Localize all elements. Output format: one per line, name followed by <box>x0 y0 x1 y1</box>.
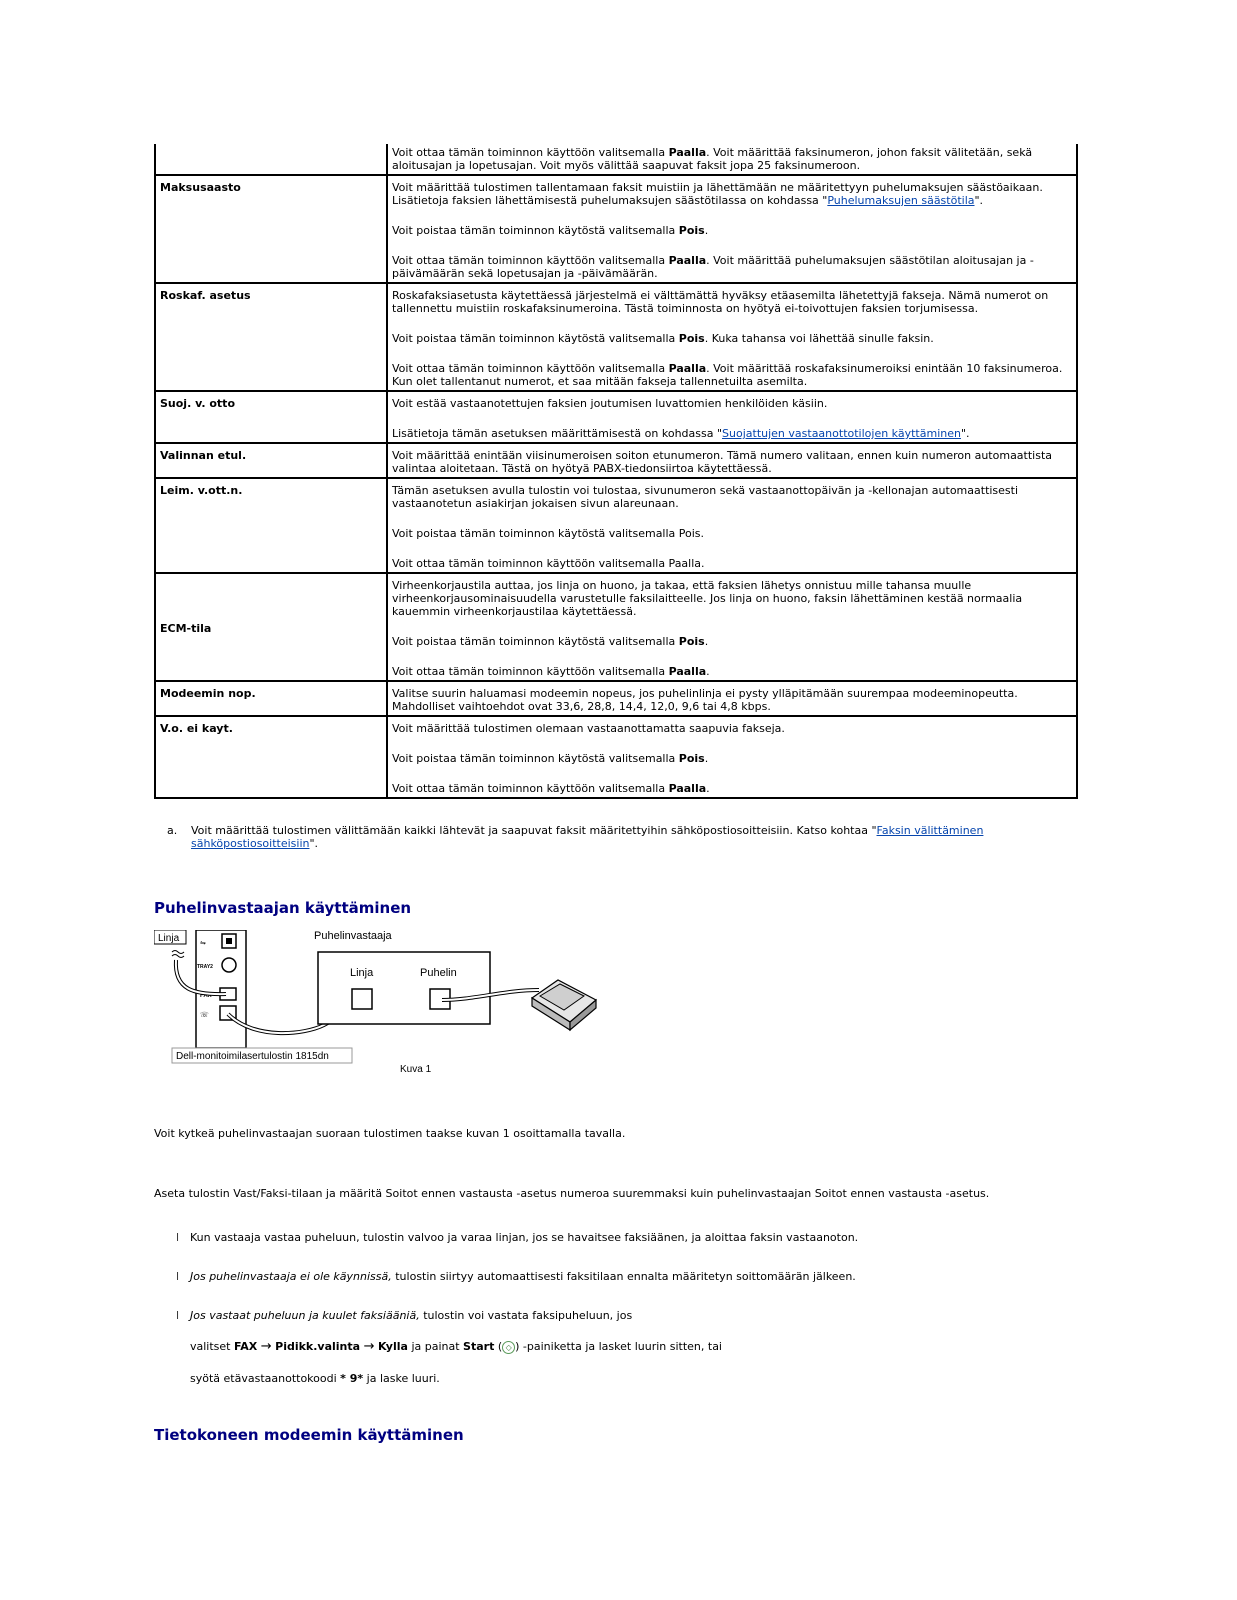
answering-machine-label: Puhelinvastaaja <box>314 930 392 943</box>
table-row <box>155 573 1077 681</box>
phone-port-label: Puhelin <box>420 967 457 979</box>
section-heading-answering-machine: Puhelinvastaajan käyttäminen <box>154 899 412 917</box>
table-row <box>155 716 1077 798</box>
paragraph: Aseta tulostin Vast/Faksi-tilaan ja määritä Soitot ennen vastausta -asetus numeroa suuremmaksi kuin puhelinvastaajan Soitot ennen vastausta -asetus. <box>154 1187 990 1200</box>
table-label-cell: Suoj. v. otto <box>155 391 387 443</box>
settings-table <box>154 144 1078 799</box>
wall-line-icon <box>172 951 184 958</box>
description-paragraph: Voit ottaa tämän toiminnon käyttöön valitsemalla Paalla. <box>392 782 710 795</box>
paragraph: Voit kytkeä puhelinvastaajan suoraan tulostimen taakse kuvan 1 osoittamalla tavalla. <box>154 1127 626 1140</box>
table-row <box>155 391 1077 443</box>
table-row <box>155 443 1077 478</box>
footnote-marker: a. <box>167 824 178 837</box>
link-suojattujen-vastaanottotilojen[interactable]: Suojattujen vastaanottotilojen käyttäminen <box>722 427 961 440</box>
description-paragraph: Voit poistaa tämän toiminnon käytöstä valitsemalla Pois. <box>392 527 705 540</box>
answering-machine-connection-diagram <box>154 930 614 1096</box>
table-label-cell: V.o. ei kayt. <box>155 716 387 798</box>
list-item: l Jos vastaat puheluun ja kuulet faksiääniä, tulostin voi vastata faksipuheluun, jos <box>176 1309 633 1322</box>
table-description-cell <box>387 716 1077 798</box>
fax-port-label: FAX <box>200 993 212 999</box>
description-paragraph: Voit ottaa tämän toiminnon käyttöön valitsemalla Paalla. <box>392 557 705 570</box>
tray2-port <box>222 958 236 972</box>
description-paragraph: Tämän asetuksen avulla tulostin voi tulostaa, sivunumeron sekä vastaanottopäivän ja -kellonajan automaattisesti vastaanotetun asiakirjan jokaisen sivun alareunaan. <box>392 484 1019 510</box>
line-port-label: Linja <box>350 967 374 979</box>
table-description-cell <box>387 681 1077 716</box>
start-icon: ◇ <box>502 1341 515 1354</box>
arrow-icon: → <box>363 1339 375 1354</box>
description-paragraph: Voit määrittää tulostimen tallentamaan faksit muistiin ja lähettämään ne määritettyyn puhelumaksujen säästöaikaan. Lisätietoja faksien lähettämisestä puhelumaksujen säästötilassa on kohdassa "Puhelumaksujen säästötila". <box>392 181 1043 207</box>
description-paragraph: Voit ottaa tämän toiminnon käyttöön valitsemalla Paalla. <box>392 665 710 678</box>
table-description-cell <box>387 175 1077 283</box>
usb-port-inner <box>226 938 232 944</box>
table-label-cell: Maksusaasto <box>155 175 387 283</box>
table-description-cell <box>387 573 1077 681</box>
printer-name: Dell-monitoimilasertulostin 1815dn <box>176 1051 329 1062</box>
section-heading-computer-modem: Tietokoneen modeemin käyttäminen <box>154 1426 464 1444</box>
table-description-cell <box>387 391 1077 443</box>
table-row <box>155 144 1077 175</box>
table-row <box>155 283 1077 391</box>
list-item: l Kun vastaaja vastaa puheluun, tulostin valvoo ja varaa linjan, jos se havaitsee faksiäänen, ja aloittaa faksin vastaanoton. <box>176 1231 859 1244</box>
bullet-mark: l <box>176 1309 180 1322</box>
table-row <box>155 175 1077 283</box>
telephone-icon <box>532 980 596 1030</box>
bullet-mark: l <box>176 1270 180 1283</box>
bullet-mark: l <box>176 1231 180 1244</box>
usb-icon: ⇋ <box>200 940 206 947</box>
list-item: l Jos puhelinvastaaja ei ole käynnissä, tulostin siirtyy automaattisesti faksitilaan ennalta määritetyn soittomäärän jälkeen. <box>176 1270 856 1283</box>
ext-phone-icon: ☏ <box>200 1012 209 1019</box>
description-paragraph: Voit poistaa tämän toiminnon käytöstä valitsemalla Pois. <box>392 224 709 237</box>
description-paragraph: Voit poistaa tämän toiminnon käytöstä valitsemalla Pois. Kuka tahansa voi lähettää sinulle faksin. <box>392 332 934 345</box>
description-paragraph: Voit määrittää enintään viisinumeroisen soiton etunumeron. Tämä numero valitaan, ennen kuin numeron automaattista valintaa aloitetaan. Tästä on hyötyä PABX-tiedonsiirtoa käytettäessä. <box>392 449 1053 475</box>
description-paragraph: Voit estää vastaanotettujen faksien joutumisen luvattomien henkilöiden käsiin. <box>392 397 828 410</box>
table-description-cell <box>387 443 1077 478</box>
table-row <box>155 681 1077 716</box>
description-paragraph: Voit ottaa tämän toiminnon käyttöön valitsemalla Paalla. Voit määrittää roskafaksinumeroiksi enintään 10 faksinumeroa. Kun olet tallentanut numerot, et saa mitään fakseja tallennetuilta asemilta. <box>392 362 1063 388</box>
remote-code-line: syötä etävastaanottokoodi * 9* ja laske luuri. <box>190 1372 440 1385</box>
table-label-cell <box>155 144 387 175</box>
description-paragraph: Voit ottaa tämän toiminnon käyttöön valitsemalla Paalla. Voit määrittää puhelumaksujen säästötilan aloitusajan ja -päivämäärän sekä lopetusajan ja -päivämäärän. <box>392 254 1034 280</box>
description-paragraph: Voit ottaa tämän toiminnon käyttöön valitsemalla Paalla. Voit määrittää faksinumeron, johon faksit välitetään, sekä aloitusajan ja lopetusajan. Voit myös välittää saapuvat faksit jopa 25 faksinumeroon. <box>392 146 1033 172</box>
table-description-cell <box>387 283 1077 391</box>
arrow-icon: → <box>260 1339 272 1354</box>
description-paragraph: Voit määrittää tulostimen olemaan vastaanottamatta saapuvia fakseja. <box>392 722 785 735</box>
description-paragraph: Virheenkorjaustila auttaa, jos linja on huono, ja takaa, että faksien lähetys onnistuu mille tahansa muulle virheenkorjausominaisuudella varustetulle faksilaitteelle. Jos linja on huono, faksin lähettäminen kestää normaalia kauemmin virheenkorjaustilaa käytettäessä. <box>392 579 1023 618</box>
table-label-cell: Roskaf. asetus <box>155 283 387 391</box>
description-paragraph: Voit poistaa tämän toiminnon käytöstä valitsemalla Pois. <box>392 635 709 648</box>
menu-path-line: valitset FAX → Pidikk.valinta → Kylla ja painat Start ( ◇ ) -painiketta ja lasket luurin sitten, tai <box>190 1339 722 1354</box>
figure-caption: Kuva 1 <box>400 1064 432 1075</box>
table-description-cell <box>387 478 1077 573</box>
table-label-cell: Leim. v.ott.n. <box>155 478 387 573</box>
table-description-cell <box>387 144 1077 175</box>
link-faksin-valittaminen[interactable]: Faksin välittäminen sähköpostiosoitteisiin <box>191 824 984 850</box>
linja-label: Linja <box>158 933 180 944</box>
table-row <box>155 478 1077 573</box>
table-label-cell: Valinnan etul. <box>155 443 387 478</box>
table-label-cell: ECM-tila <box>155 573 387 681</box>
description-paragraph: Roskafaksiasetusta käytettäessä järjestelmä ei välttämättä hyväksy etäasemilta lähetettyjä fakseja. Nämä numerot on tallennettu muistiin roskafaksinumeroina. Tästä toiminnosta on hyötyä ei-toivottujen faksien torjumisessa. <box>392 289 1049 315</box>
description-paragraph: Voit poistaa tämän toiminnon käytöstä valitsemalla Pois. <box>392 752 709 765</box>
table-label-cell: Modeemin nop. <box>155 681 387 716</box>
answering-machine-line-port <box>352 989 372 1009</box>
footnote <box>167 824 1047 850</box>
description-paragraph: Valitse suurin haluamasi modeemin nopeus, jos puhelinlinja ei pysty ylläpitämään suurempaa modeeminopeutta. Mahdolliset vaihtoehdot ovat 33,6, 28,8, 14,4, 12,0, 9,6 tai 4,8 kbps. <box>392 687 1018 713</box>
footnote-text: Voit määrittää tulostimen välittämään kaikki lähtevät ja saapuvat faksit määritettyihin sähköpostiosoitteisiin. Katso kohtaa "Faksin välittäminen sähköpostiosoitteisiin". <box>191 824 984 850</box>
link-puhelumaksujen-saastotila[interactable]: Puhelumaksujen säästötila <box>827 194 975 207</box>
tray2-label: TRAY2 <box>197 964 213 970</box>
answering-machine-box <box>318 952 490 1024</box>
description-paragraph: Lisätietoja tämän asetuksen määrittämisestä on kohdassa "Suojattujen vastaanottotilojen käyttäminen". <box>392 427 970 440</box>
